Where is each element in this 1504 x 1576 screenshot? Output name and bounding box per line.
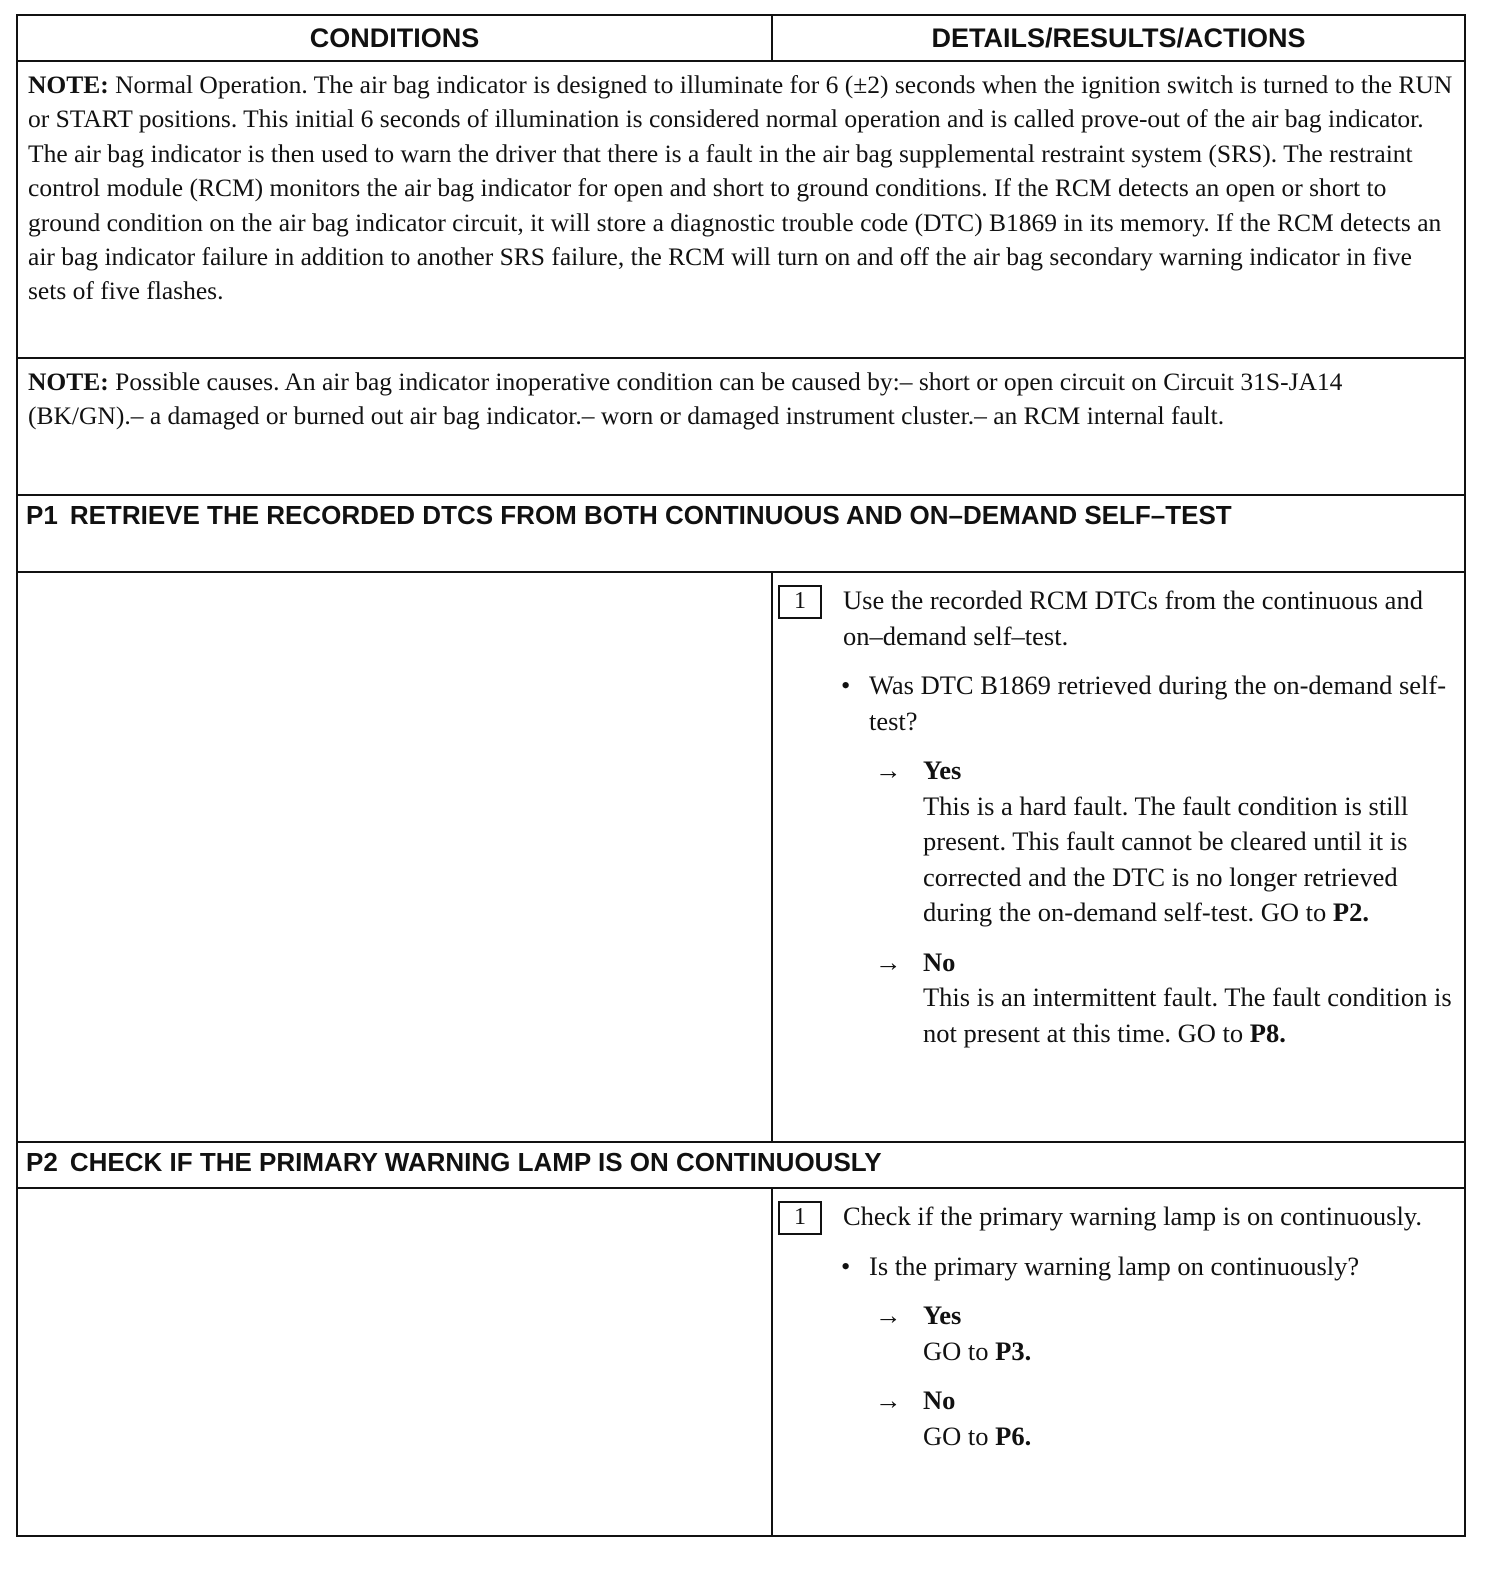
goto-link: P2. xyxy=(1332,897,1369,927)
step-instruction: Check if the primary warning lamp is on continuously. xyxy=(843,1201,1422,1231)
conditions-cell xyxy=(18,1189,773,1535)
answer-yes xyxy=(875,1298,1452,1369)
answer-no xyxy=(875,945,1452,1052)
answer-text: This is an intermittent fault. The fault condition is not present at this time. GO to P8. xyxy=(923,982,1452,1048)
bullet-icon: • xyxy=(841,670,851,700)
answer-text: This is a hard fault. The fault condition is still present. This fault cannot be cleared until it is corrected and the DTC is no longer retrieved during the on-demand self-test. GO to P2. xyxy=(923,790,1409,927)
note-normal-operation xyxy=(18,62,1464,359)
step-box: 1 xyxy=(778,1201,822,1235)
note-text: Normal Operation. The air bag indicator is designed to illuminate for 6 (±2) seconds when the ignition switch is turned to the RUN or START positions. This initial 6 seconds of illumination is considered normal operation and is called prove-out of the air bag indicator. The air bag indicator is then used to warn the driver that there is a fault in the air bag supplemental restraint system (SRS). The restraint control module (RCM) monitors the air bag indicator for open and short to ground conditions. If the RCM detects an open or short to ground condition on the air bag indicator circuit, it will store a diagnostic trouble code (DTC) B1869 in its memory. If the RCM detects an air bag indicator failure in addition to another SRS failure, the RCM will turn on and off the air bag secondary warning indicator in five sets of five flashes. xyxy=(28,70,1453,306)
conditions-cell xyxy=(18,573,773,1141)
goto-link: P6. xyxy=(995,1420,1032,1451)
actions-cell xyxy=(773,1189,1464,1535)
question xyxy=(841,1249,1452,1285)
step-p2-title xyxy=(18,1143,1464,1189)
answer-label: No xyxy=(923,1385,956,1415)
question-text: Was DTC B1869 retrieved during the on-demand self-test? xyxy=(869,670,1447,736)
answer-no xyxy=(875,1383,1452,1454)
step-p2-row xyxy=(18,1189,1464,1535)
diagnostic-table xyxy=(16,14,1466,1537)
question-text: Is the primary warning lamp on continuously? xyxy=(869,1250,1360,1281)
goto-link: P8. xyxy=(1249,1017,1286,1048)
question xyxy=(841,668,1452,739)
conditions-header: CONDITIONS xyxy=(18,16,773,60)
step-instruction: Use the recorded RCM DTCs from the continuous and on–demand self–test. xyxy=(843,585,1423,651)
bullet-icon: • xyxy=(841,1250,851,1281)
arrow-right-icon: → xyxy=(875,946,902,977)
details-header: DETAILS/RESULTS/ACTIONS xyxy=(931,22,1306,53)
answer-label: Yes xyxy=(923,755,962,785)
answer-label: Yes xyxy=(923,1300,962,1330)
step-box: 1 xyxy=(778,585,822,619)
goto-link: P3. xyxy=(995,1335,1032,1366)
step-p1-title xyxy=(18,496,1464,573)
table-header xyxy=(18,16,1464,62)
arrow-right-icon: → xyxy=(875,1300,902,1330)
step-title-text: CHECK IF THE PRIMARY WARNING LAMP IS ON CONTINUOUSLY xyxy=(69,1147,882,1177)
note-label: NOTE: xyxy=(28,367,109,396)
arrow-right-icon: → xyxy=(875,1385,902,1415)
step-number: P2 xyxy=(26,1147,58,1177)
answer-text: GO to P6. xyxy=(923,1420,1032,1451)
step-p1-row xyxy=(18,573,1464,1143)
answer-yes xyxy=(875,753,1452,931)
step-title-text: RETRIEVE THE RECORDED DTCS FROM BOTH CONTINUOUS AND ON–DEMAND SELF–TEST xyxy=(69,500,1232,530)
note-text: Possible causes. An air bag indicator inoperative condition can be caused by:– short or open circuit on Circuit 31S-JA14 (BK/GN).– a damaged or burned out air bag indicator.– worn or damaged instrument cluster.– an RCM internal fault. xyxy=(28,367,1343,431)
step-number: P1 xyxy=(26,500,58,530)
note-label: NOTE: xyxy=(28,70,109,99)
answer-text: GO to P3. xyxy=(923,1335,1032,1366)
note-possible-causes xyxy=(18,359,1464,496)
arrow-right-icon: → xyxy=(875,755,902,785)
actions-cell xyxy=(773,573,1464,1141)
answer-label: No xyxy=(923,946,956,977)
